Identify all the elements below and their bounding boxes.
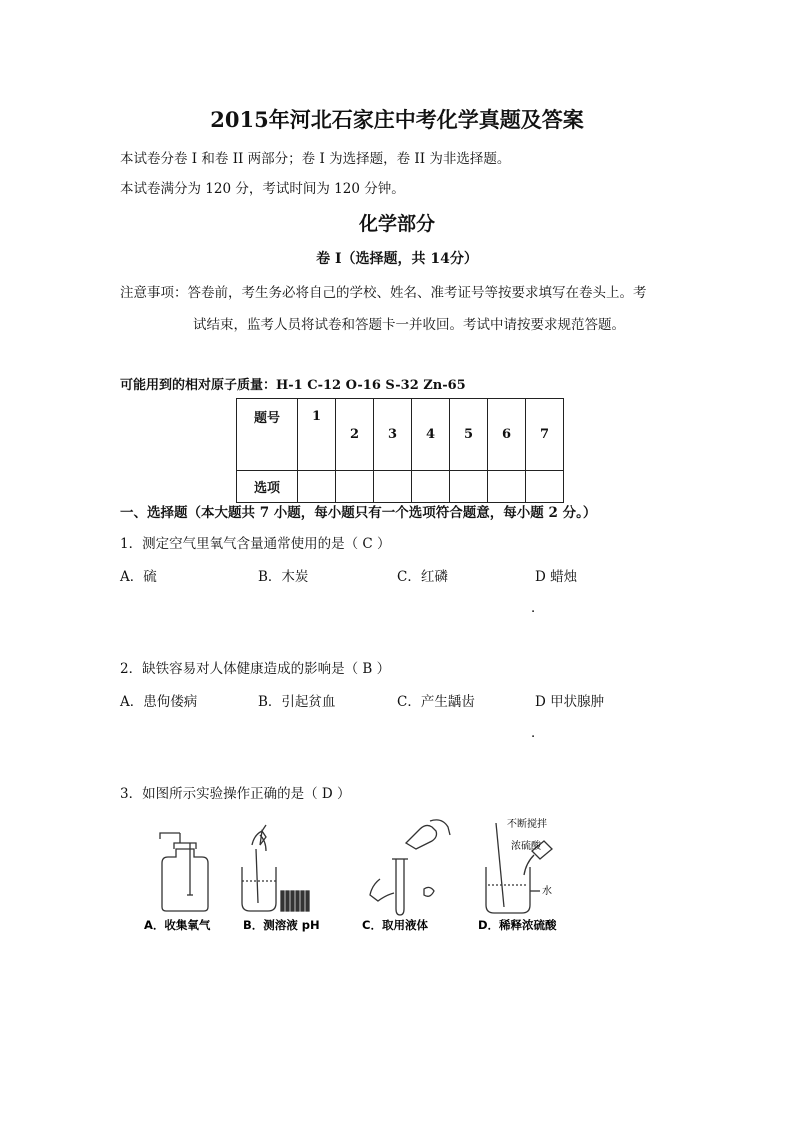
label-stir: 不断搅拌 bbox=[507, 819, 547, 830]
answer-cell[interactable] bbox=[526, 471, 564, 503]
answer-table-header-option: 选项 bbox=[237, 471, 298, 503]
question-2-option-d: D 甲状腺肿 bbox=[535, 694, 605, 710]
answer-cell[interactable] bbox=[298, 471, 336, 503]
answer-table-number: 7 bbox=[526, 399, 564, 471]
question-2-option-a: A．患佝偻病 bbox=[120, 694, 198, 710]
answer-table bbox=[236, 398, 564, 503]
volume-title: 卷 I（选择题，共 14分） bbox=[316, 251, 478, 267]
section-title: 化学部分 bbox=[358, 213, 435, 235]
dilution-illustration bbox=[486, 823, 552, 913]
pouring-liquid-illustration bbox=[370, 820, 450, 915]
answer-table-number: 3 bbox=[374, 399, 412, 471]
answer-cell[interactable] bbox=[450, 471, 488, 503]
answer-table-header-number: 题号 bbox=[237, 399, 298, 471]
label-water: 水 bbox=[542, 886, 552, 897]
question-1-option-c: C．红磷 bbox=[397, 569, 448, 585]
question-2-dot: ． bbox=[531, 725, 545, 741]
question-2-stem: 2．缺铁容易对人体健康造成的影响是（ B ） bbox=[120, 661, 391, 677]
intro-line-1: 本试卷分卷 I 和卷 II 两部分；卷 I 为选择题，卷 II 为非选择题。 bbox=[120, 151, 511, 167]
answer-table-number-row bbox=[237, 399, 564, 471]
question-1-stem: 1．测定空气里氧气含量通常使用的是（ C ） bbox=[120, 536, 391, 552]
answer-table-number: 5 bbox=[450, 399, 488, 471]
intro-line-2: 本试卷满分为 120 分，考试时间为 120 分钟。 bbox=[120, 181, 405, 197]
page-title: 2015年河北石家庄中考化学真题及答案 bbox=[210, 107, 584, 132]
figure-caption-a: A．收集氧气 bbox=[144, 918, 211, 932]
answer-table-number: 4 bbox=[412, 399, 450, 471]
figure-caption-b: B．测溶液 pH bbox=[243, 918, 320, 932]
gas-bottle-illustration bbox=[160, 833, 208, 911]
question-1-option-d: D 蜡烛 bbox=[535, 569, 578, 585]
question-2-option-b: B．引起贫血 bbox=[258, 694, 336, 710]
notice-line-2: 试结束，监考人员将试卷和答题卡一并收回。考试中请按要求规范答题。 bbox=[193, 317, 625, 333]
experiment-figure bbox=[130, 815, 580, 940]
answer-table-number: 6 bbox=[488, 399, 526, 471]
atomic-mass-line: 可能用到的相对原子质量：H-1 C-12 O-16 S-32 Zn-65 bbox=[120, 378, 466, 393]
notice-line-1: 注意事项：答卷前，考生务必将自己的学校、姓名、准考证号等按要求填写在卷头上。考 bbox=[120, 285, 647, 301]
part1-heading: 一、选择题（本大题共 7 小题，每小题只有一个选项符合题意，每小题 2 分。） bbox=[120, 505, 597, 521]
beaker-ph-illustration bbox=[242, 825, 276, 911]
question-1-option-a: A．硫 bbox=[120, 569, 157, 585]
question-1-dot: ． bbox=[531, 600, 545, 616]
question-1-option-b: B．木炭 bbox=[258, 569, 309, 585]
answer-table-number: 2 bbox=[336, 399, 374, 471]
ph-color-chart-illustration bbox=[281, 891, 309, 911]
figure-caption-d: D．稀释浓硫酸 bbox=[478, 918, 557, 932]
answer-cell[interactable] bbox=[374, 471, 412, 503]
figure-caption-c: C．取用液体 bbox=[362, 918, 428, 932]
answer-cell[interactable] bbox=[336, 471, 374, 503]
label-acid: 浓硫酸 bbox=[511, 841, 541, 852]
answer-cell[interactable] bbox=[488, 471, 526, 503]
question-2-option-c: C．产生龋齿 bbox=[397, 694, 475, 710]
answer-table-option-row bbox=[237, 471, 564, 503]
answer-cell[interactable] bbox=[412, 471, 450, 503]
question-3-stem: 3．如图所示实验操作正确的是（ D ） bbox=[120, 786, 351, 802]
answer-table-number: 1 bbox=[298, 399, 336, 471]
